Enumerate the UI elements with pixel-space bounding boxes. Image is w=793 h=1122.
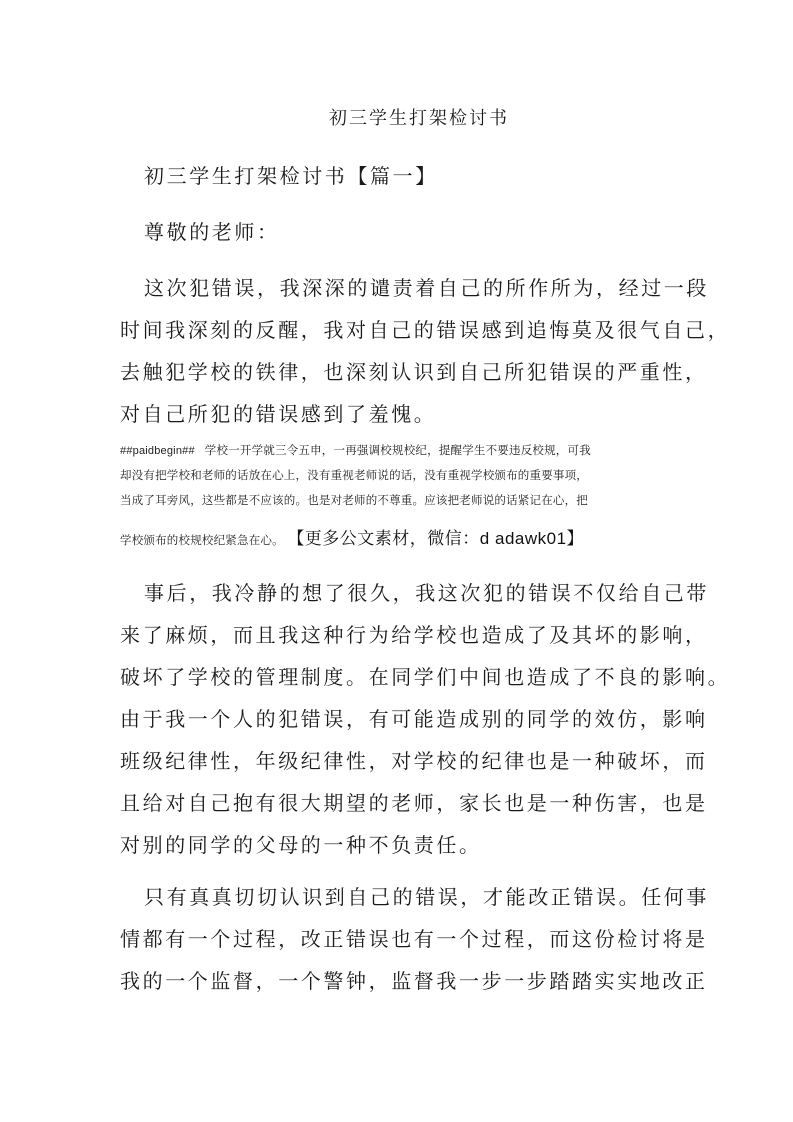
paid-marker: ##paidbegin## bbox=[120, 445, 195, 457]
paragraph-line: 破坏了学校的管理制度。在同学们中间也造成了不良的影响。 bbox=[120, 665, 731, 689]
paragraph-line: 事后，我冷静的想了很久，我这次犯的错误不仅给自己带 bbox=[144, 581, 709, 605]
small-print-line: 当成了耳旁风，这些都是不应该的。也是对老师的不尊重。应该把老师说的话紧记在心，把 bbox=[120, 493, 588, 507]
paragraph-line: 对别的同学的父母的一种不负责任。 bbox=[120, 833, 482, 857]
section-heading: 初三学生打架检讨书【篇一】 bbox=[144, 164, 438, 188]
paragraph-line: 由于我一个人的犯错误，有可能造成别的同学的效仿，影响 bbox=[120, 707, 708, 731]
small-print-text: 学校颁布的校规校纪紧急在心。 bbox=[120, 533, 284, 547]
paragraph-line: 对自己所犯的错误感到了羞愧。 bbox=[120, 402, 437, 426]
paragraph-line: 这次犯错误，我深深的谴责着自己的所作所为，经过一段 bbox=[144, 276, 709, 300]
promo-text: 【更多公文素材，微信：d adawk01】 bbox=[295, 529, 585, 548]
salutation: 尊敬的老师： bbox=[144, 220, 280, 244]
small-print-line: 却没有把学校和老师的话放在心上，没有重视老师说的话，没有重视学校颁布的重要事项， bbox=[120, 468, 588, 482]
paragraph-line: 来了麻烦，而且我这种行为给学校也造成了及其坏的影响， bbox=[120, 623, 708, 647]
small-print-line bbox=[120, 442, 591, 458]
paragraph-line: 且给对自己抱有很大期望的老师，家长也是一种伤害，也是 bbox=[120, 791, 708, 815]
paragraph-line: 只有真真切切认识到自己的错误，才能改正错误。任何事 bbox=[144, 885, 709, 909]
paragraph-line: 班级纪律性，年级纪律性，对学校的纪律也是一种破坏，而 bbox=[120, 749, 708, 773]
paragraph-line: 情都有一个过程，改正错误也有一个过程，而这份检讨将是 bbox=[120, 927, 708, 951]
small-print-text: 学校一开学就三令五申，一再强调校规校纪，提醒学生不要违反校规，可我 bbox=[204, 443, 591, 457]
paragraph-line: 时间我深刻的反醒，我对自己的错误感到追悔莫及很气自己， bbox=[120, 318, 731, 342]
document-title: 初三学生打架检讨书 bbox=[329, 108, 509, 129]
small-print-line bbox=[120, 524, 584, 549]
paragraph-line: 去触犯学校的铁律，也深刻认识到自己所犯错误的严重性， bbox=[120, 360, 708, 384]
paragraph-line: 我的一个监督，一个警钟，监督我一步一步踏踏实实地改正 bbox=[120, 969, 708, 993]
